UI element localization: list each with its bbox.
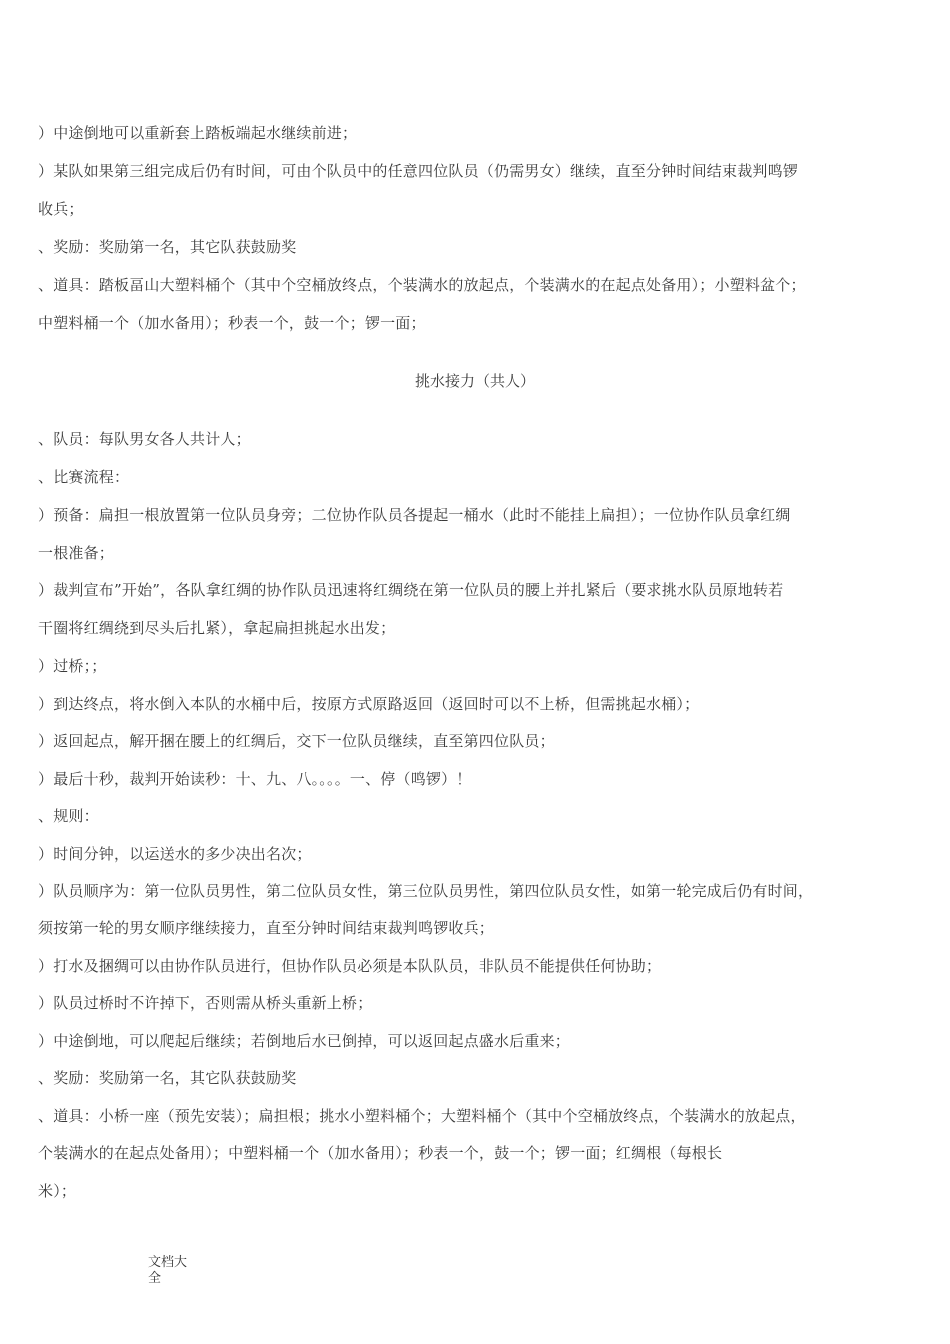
paragraph-line: 、队员：每队男女各人共计人； <box>38 430 251 448</box>
paragraph-line: ）返回起点，解开捆在腰上的红绸后，交下一位队员继续，直至第四位队员； <box>38 732 555 750</box>
paragraph-line: 个装满水的在起点处备用）；中塑料桶一个（加水备用）；秒表一个，鼓一个；锣一面；红绸根（每根长 <box>38 1144 723 1162</box>
section-title: 挑水接力（共人） <box>414 372 535 390</box>
paragraph-line: ）时间分钟，以运送水的多少决出名次； <box>38 845 312 863</box>
paragraph-line: 须按第一轮的男女顺序继续接力，直至分钟时间结束裁判鸣锣收兵； <box>38 919 495 937</box>
paragraph-line: ）过桥；； <box>38 657 107 675</box>
paragraph-line: ）打水及捆绸可以由协作队员进行，但协作队员必须是本队队员，非队员不能提供任何协助； <box>38 957 662 975</box>
paragraph-line: 收兵； <box>38 200 84 218</box>
paragraph-line: ）到达终点，将水倒入本队的水桶中后，按原方式原路返回（返回时可以不上桥，但需挑起水桶）； <box>38 695 700 713</box>
paragraph-line: 、道具：小桥一座（预先安装）；扁担根；挑水小塑料桶个；大塑料桶个（其中个空桶放终点，个装满水的放起点， <box>38 1107 806 1125</box>
paragraph-line: 中塑料桶一个（加水备用）；秒表一个，鼓一个；锣一面； <box>38 314 426 332</box>
paragraph-line: ）某队如果第三组完成后仍有时间，可由个队员中的任意四位队员（仍需男女）继续，直至分钟时间结束裁判鸣锣 <box>38 162 799 180</box>
paragraph-line: 、奖励：奖励第一名，其它队获鼓励奖 <box>38 1069 297 1087</box>
paragraph-line: 一根准备； <box>38 544 115 562</box>
paragraph-line: 、比赛流程： <box>38 468 130 486</box>
paragraph-line: 米）； <box>38 1182 77 1200</box>
paragraph-line: 、道具：踏板畐山大塑料桶个（其中个空桶放终点，个装满水的放起点，个装满水的在起点处备用）；小塑料盆个； <box>38 276 806 294</box>
paragraph-line: 、规则： <box>38 807 99 825</box>
paragraph-line: ）中途倒地，可以爬起后继续；若倒地后水已倒掉，可以返回起点盛水后重来； <box>38 1032 571 1050</box>
paragraph-line: ）队员顺序为：第一位队员男性，第二位队员女性，第三位队员男性，第四位队员女性，如第一轮完成后仍有时间， <box>38 882 814 900</box>
paragraph-line: ）预备：扁担一根放置第一位队员身旁；二位协作队员各提起一桶水（此时不能挂上扁担）；一位协作队员拿红绸 <box>38 506 791 524</box>
paragraph-line: ）最后十秒，裁判开始读秒：十、九、八。。。。一、停（鸣锣）！ <box>38 770 472 788</box>
paragraph-line: ）中途倒地可以重新套上踏板端起水继续前进； <box>38 124 358 142</box>
paragraph-line: 干圈将红绸绕到尽头后扎紧），拿起扁担挑起水出发； <box>38 619 396 637</box>
paragraph-line: 、奖励：奖励第一名，其它队获鼓励奖 <box>38 238 297 256</box>
paragraph-line: ）队员过桥时不许掉下，否则需从桥头重新上桥； <box>38 994 373 1012</box>
footer-text: 文档大全 <box>148 1255 188 1286</box>
paragraph-line: ）裁判宣布”开始”，各队拿红绸的协作队员迅速将红绸绕在第一位队员的腰上并扎紧后（要求挑水队员原地转若 <box>38 581 784 599</box>
